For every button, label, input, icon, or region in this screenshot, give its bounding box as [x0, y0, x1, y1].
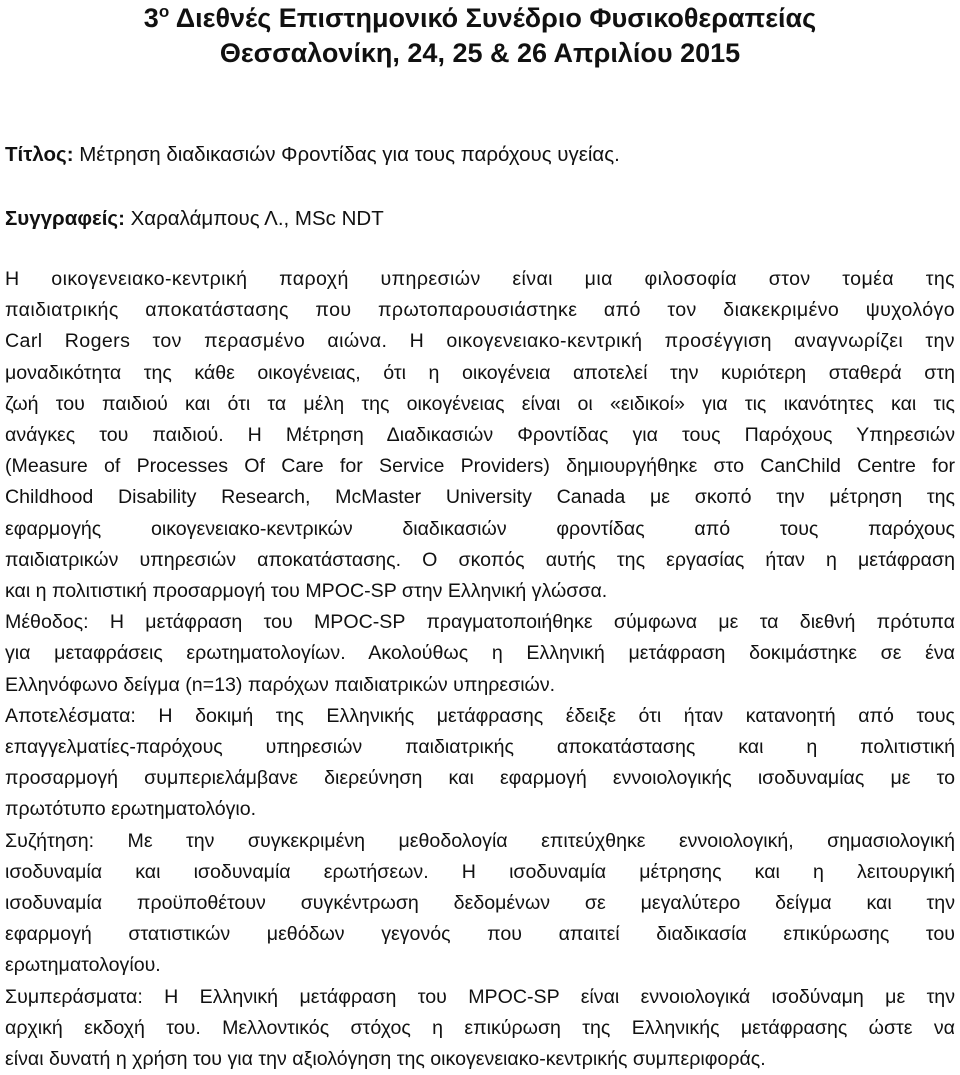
abstract-line: μοναδικότητα της κάθε οικογένειας, ότι η οικογένεια αποτελεί την κυριότερη σταθερά στη — [5, 361, 955, 384]
discussion-line: ισοδυναμία προϋποθέτουν συγκέντρωση δεδομένων σε μεγαλύτερο δείγμα και την — [5, 892, 955, 915]
abstract-line: ζωή του παιδιού και ότι τα μέλη της οικογένειας είναι οι «ειδικοί» για τις ικανότητες και τις — [5, 392, 955, 415]
methods-line: Ελληνόφωνο δείγμα (n=13) παρόχων παιδιατρικών υπηρεσιών. — [5, 673, 556, 696]
results-line: πρωτότυπο ερωτηματολόγιο. — [5, 798, 257, 821]
conference-edition-number: 3 — [143, 3, 159, 33]
authors-value: Χαραλάμπους Λ., MSc NDT — [124, 207, 384, 230]
authors-label: Συγγραφείς: — [5, 207, 125, 230]
abstract-line: Carl Rogers τον περασμένο αιώνα. Η οικογενειακο-κεντρική προσέγγιση αναγνωρίζει την — [5, 330, 955, 353]
results-line: επαγγελματίες-παρόχους υπηρεσιών παιδιατρικής αποκατάστασης και η πολιτιστική — [5, 736, 955, 759]
methods-line: για μεταφράσεις ερωτηματολογίων. Ακολούθως η Ελληνική μετάφραση δοκιμάστηκε σε ένα — [5, 642, 955, 665]
discussion-line: Συζήτηση: Με την συγκεκριμένη μεθοδολογία επιτεύχθηκε εννοιολογική, σημασιολογική — [5, 829, 955, 852]
conclusions-line: Συμπεράσματα: Η Ελληνική μετάφραση του MPOC-SP είναι εννοιολογικά ισοδύναμη με την — [5, 985, 955, 1008]
abstract-line: και η πολιτιστική προσαρμογή του MPOC-SP στην Ελληνική γλώσσα. — [5, 580, 608, 603]
abstract-line: Η οικογενειακο-κεντρική παροχή υπηρεσιών είναι μια φιλοσοφία στον τομέα της — [5, 268, 955, 290]
abstract-line: εφαρμογής οικογενειακο-κεντρικών διαδικασιών φροντίδας από τους παρόχους — [5, 517, 955, 540]
paper-title-value: Μέτρηση διαδικασιών Φροντίδας για τους παρόχους υγείας. — [73, 143, 620, 166]
discussion-line: ισοδυναμία και ισοδυναμία ερωτήσεων. Η ισοδυναμία μέτρησης και η λειτουργική — [5, 860, 955, 883]
conclusions-line: είναι δυνατή η χρήση του για την αξιολόγηση της οικογενειακο-κεντρικής συμπεριφοράς. — [5, 1048, 766, 1071]
conference-header — [0, 0, 960, 71]
paper-title-label: Τίτλος: — [5, 143, 74, 166]
results-line: Αποτελέσματα: Η δοκιμή της Ελληνικής μετάφρασης έδειξε ότι ήταν κατανοητή από τους — [5, 704, 955, 727]
abstract-line: ανάγκες του παιδιού. Η Μέτρηση Διαδικασιών Φροντίδας για τους Παρόχους Υπηρεσιών — [5, 424, 955, 447]
conference-location-date: Θεσσαλονίκη, 24, 25 & 26 Απριλίου 2015 — [219, 38, 741, 68]
conference-title — [0, 1, 960, 36]
abstract-line: Childhood Disability Research, McMaster University Canada με σκοπό την μέτρηση της — [5, 486, 955, 509]
authors-line — [5, 204, 955, 234]
abstract-line: παιδιατρικής αποκατάστασης που πρωτοπαρουσιάστηκε από τον διακεκριμένο ψυχολόγο — [5, 299, 955, 322]
abstract-line: παιδιατρικών υπηρεσιών αποκατάστασης. Ο σκοπός αυτής της εργασίας ήταν η μετάφραση — [5, 548, 955, 571]
conclusions-line: αρχική εκδοχή του. Μελλοντικός στόχος η επικύρωση της Ελληνικής μετάφρασης ώστε να — [5, 1016, 955, 1039]
discussion-line: ερωτηματολογίου. — [5, 954, 161, 977]
abstract-line: (Measure of Processes Of Care for Service Providers) δημιουργήθηκε στο CanChild Centre for — [5, 455, 955, 478]
conference-name: Διεθνές Επιστημονικό Συνέδριο Φυσικοθεραπείας — [169, 3, 817, 33]
results-line: προσαρμογή συμπεριελάμβανε διερεύνηση και εφαρμογή εννοιολογικής ισοδυναμίας με το — [5, 767, 955, 790]
conference-edition-suffix: ο — [158, 2, 170, 21]
discussion-line: εφαρμογή στατιστικών μεθόδων γεγονός που απαιτεί διαδικασία επικύρωσης του — [5, 923, 955, 946]
abstract-body — [5, 264, 955, 1075]
methods-line: Μέθοδος: Η μετάφραση του MPOC-SP πραγματοποιήθηκε σύμφωνα με τα διεθνή πρότυπα — [5, 611, 955, 634]
paper-title-line — [5, 140, 955, 170]
